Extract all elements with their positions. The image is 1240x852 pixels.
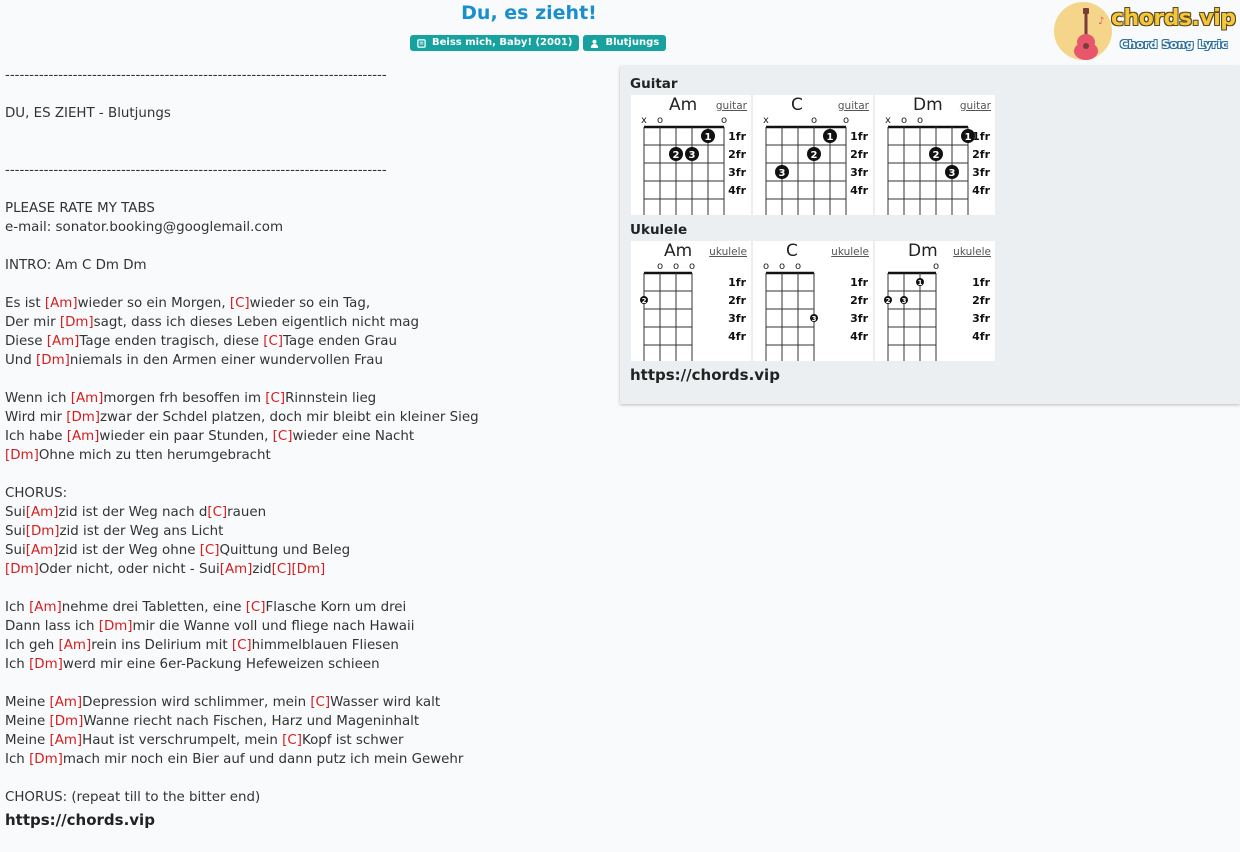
lyric-line [5,731,605,750]
lyric-text: Meine [5,714,50,729]
instrument-link[interactable]: guitar [837,100,869,112]
lyric-line [5,465,605,484]
chord-token[interactable]: [C] [231,638,252,653]
finger-number: 3 [778,168,786,179]
lyric-line [5,104,605,123]
finger-number: 3 [811,315,817,323]
finger-number: 2 [885,297,891,305]
lyric-line [5,427,605,446]
string-mark: o [778,261,786,272]
lyric-line [5,332,605,351]
chord-token[interactable]: [C] [282,733,302,748]
fret-label: 3fr [850,312,868,325]
fret-label: 3fr [728,166,746,179]
lyric-text: wieder so ein Morgen, [77,296,230,311]
chord-name: Am [664,241,693,261]
chord-token[interactable]: [C] [245,600,266,615]
lyric-text: rein ins Delirium mit [91,638,232,653]
lyric-line [5,560,605,579]
lyric-text: CHORUS: (repeat till to the bitter end) [5,790,261,805]
fretboard [753,95,873,215]
lyric-text: wieder so ein Tag, [249,296,371,311]
chord-token[interactable]: [C] [265,391,286,406]
lyric-line [5,503,605,522]
lyric-text: Depression wird schlimmer, mein [82,695,311,710]
lyric-text: wieder eine Nacht [292,429,415,444]
artist-badge-label: Blutjungs [605,37,660,48]
lyric-text: zwar der Schdel platzen, doch mir bleibt ein kleiner Sieg [100,410,479,425]
finger-number: 3 [688,150,696,161]
lyric-line [5,180,605,199]
lyric-text: Kopf ist schwer [301,733,404,748]
lyrics-body [5,66,605,830]
fret-label: 3fr [850,166,868,179]
instrument-link[interactable]: ukulele [831,246,869,258]
chord-token[interactable]: [Dm] [59,315,94,330]
string-mark: o [688,261,696,272]
fret-label: 1fr [850,276,868,289]
chord-name: Am [669,95,698,115]
fret-label: 3fr [728,312,746,325]
lyric-text: e-mail: sonator.booking@googlemail.com [5,220,283,235]
lyric-line [5,237,605,256]
fret-label: 2fr [850,148,868,161]
chord-token[interactable]: [Dm] [29,752,63,767]
lyric-line [5,541,605,560]
lyric-line [5,484,605,503]
chord-token[interactable]: [Dm] [5,562,39,577]
fret-label: 3fr [972,312,990,325]
chord-token[interactable]: [Am] [25,505,59,520]
lyric-text: Rinnstein lieg [285,391,377,406]
chord-token[interactable]: [Dm] [29,657,63,672]
lyric-text: Haut ist verschrumpelt, mein [82,733,283,748]
lyric-text: Wird mir [5,410,67,425]
lyric-line [5,579,605,598]
chord-diagram-dm[interactable] [875,241,995,361]
string-mark: x [885,115,891,126]
chord-diagram-dm[interactable] [875,95,995,215]
lyric-text: niemals in den Armen einer wundervollen Frau [69,353,383,368]
fret-label: 3fr [972,166,990,179]
lyric-text: Es ist [5,296,45,311]
lyric-line [5,674,605,693]
chord-token[interactable]: [Am] [70,391,104,406]
lyric-text: ------------------------------------------------------------------------------- [5,68,387,83]
lyric-text: INTRO: Am C Dm Dm [5,258,147,273]
fret-label: 2fr [850,294,868,307]
finger-number: 2 [672,150,680,161]
lyric-line [5,199,605,218]
finger-number: 3 [901,297,907,305]
chord-token[interactable]: [Am] [44,296,78,311]
chord-diagram-am[interactable] [631,241,751,361]
lyric-text: nehme drei Tabletten, eine [61,600,246,615]
string-mark: o [720,115,728,126]
lyric-text: Wanne riecht nach Fischen, Harz und Mageninhalt [83,714,420,729]
lyric-line [5,218,605,237]
lyric-text: Ich [5,600,30,615]
user-icon [590,39,599,48]
fret-label: 4fr [972,330,990,343]
fret-label: 1fr [728,130,746,143]
fret-label: 4fr [850,330,868,343]
logo-wordmark: chords.vip [1111,6,1236,31]
chord-token[interactable]: [C] [199,543,220,558]
chord-diagram-c[interactable] [753,95,873,215]
lyric-text: Meine [5,733,50,748]
string-mark: o [656,261,664,272]
lyric-line [5,66,605,85]
fret-label: 4fr [972,184,990,197]
chord-token[interactable]: [Am] [25,543,59,558]
chord-name: C [786,241,798,261]
string-mark: o [842,115,850,126]
lyric-line [5,351,605,370]
lyric-text: Der mir [5,315,60,330]
lyric-text: DU, ES ZIEHT - Blutjungs [5,106,171,121]
guitar-section-title: Guitar [630,76,678,92]
lyric-text: Ich geh [5,638,59,653]
lyric-line [5,370,605,389]
fret-label: 4fr [850,184,868,197]
lyric-line [5,712,605,731]
lyric-text: mir die Wanne voll und fliege nach Hawaii [132,619,415,634]
chord-name: Dm [913,95,943,115]
string-mark: o [916,115,924,126]
chord-token[interactable]: [C] [263,334,284,349]
fret-label: 2fr [972,294,990,307]
string-mark: o [900,115,908,126]
chord-token[interactable]: [Am] [49,733,83,748]
lyric-text: Sui [5,543,26,558]
lyric-line [5,85,605,104]
string-mark: o [656,115,664,126]
fretboard [753,241,873,361]
lyric-line [5,294,605,313]
lyric-line [5,598,605,617]
chord-token[interactable]: [C] [229,296,250,311]
lyric-line [5,769,605,788]
fret-label: 2fr [972,148,990,161]
string-mark: o [810,115,818,126]
chord-token[interactable]: [Dm] [36,353,70,368]
chord-token[interactable]: [Dm] [66,410,101,425]
artist-badge[interactable] [583,35,666,51]
lyric-text: zid [252,562,272,577]
chord-token[interactable]: [Dm] [98,619,133,634]
chord-token[interactable]: [Am] [46,334,80,349]
finger-number: 1 [704,132,712,143]
chord-token[interactable]: [C] [207,505,228,520]
lyric-text: Tage enden tragisch, diese [79,334,264,349]
instrument-link[interactable]: guitar [959,100,991,112]
lyric-line [5,161,605,180]
chord-token[interactable]: [Dm] [5,448,39,463]
lyric-line [5,617,605,636]
chord-token[interactable]: [C] [310,695,331,710]
finger-number: 1 [826,132,834,143]
lyric-line [5,522,605,541]
string-mark: x [641,115,647,126]
lyric-line [5,788,605,807]
song-badges [410,35,666,51]
ukulele-section-title: Ukulele [630,222,688,238]
lyric-text: Wasser wird kalt [330,695,441,710]
chord-token[interactable]: [Dm] [291,562,326,577]
chord-token[interactable]: [Am] [219,562,253,577]
lyric-text: mach mir noch ein Bier auf und dann putz ich mein Gewehr [62,752,464,767]
lyric-text: werd mir eine 6er-Packung Hefeweizen schieen [62,657,380,672]
chord-diagram-am[interactable] [631,95,751,215]
lyric-line [5,275,605,294]
string-mark: o [794,261,802,272]
site-logo[interactable] [1054,2,1236,64]
lyric-line [5,750,605,769]
lyric-text: Und [5,353,37,368]
chord-token[interactable]: [Am] [49,695,83,710]
chord-name: Dm [908,241,938,261]
chord-token[interactable]: [Dm] [49,714,84,729]
lyric-text: morgen frh besoffen im [103,391,266,406]
lyric-text: Wenn ich [5,391,71,406]
lyric-line [5,389,605,408]
chord-name: C [791,95,803,115]
chord-panel-link[interactable]: https://chords.vip [630,366,780,384]
guitar-logo-icon [1062,6,1112,62]
fret-label: 1fr [728,276,746,289]
lyric-text: Ohne mich zu tten herumgebracht [38,448,271,463]
fret-label: 4fr [728,184,746,197]
lyric-line [5,693,605,712]
chord-token[interactable]: [Dm] [25,524,60,539]
fret-label: 1fr [972,276,990,289]
album-badge[interactable] [410,35,579,51]
string-mark: o [672,261,680,272]
fret-label: 4fr [728,330,746,343]
lyric-text: Ich [5,752,30,767]
chord-token[interactable]: [C] [271,562,292,577]
finger-number: 2 [641,297,647,305]
finger-number: 3 [948,168,956,179]
lyric-text: Flasche Korn um drei [265,600,407,615]
lyric-text: Ich habe [5,429,67,444]
lyric-text: zid ist der Weg ans Licht [59,524,224,539]
lyric-text: Dann lass ich [5,619,99,634]
lyric-line [5,313,605,332]
lyric-text: zid ist der Weg nach d [58,505,208,520]
logo-tagline: Chord Song Lyric [1120,38,1228,51]
fret-label: 2fr [728,294,746,307]
lyric-text: himmelblauen Fliesen [251,638,399,653]
lyric-text: wieder ein paar Stunden, [99,429,273,444]
string-mark: o [932,261,940,272]
lyric-line [5,123,605,142]
lyric-text: PLEASE RATE MY TABS [5,201,155,216]
fret-label: 1fr [972,130,990,143]
lyric-line [5,636,605,655]
lyric-text: Ich [5,657,30,672]
string-mark: x [763,115,769,126]
chord-token[interactable]: [Am] [58,638,92,653]
lyric-text: sagt, dass ich dieses Leben eigentlich nicht mag [93,315,419,330]
finger-number: 1 [964,132,972,143]
book-icon [417,39,426,48]
instrument-link[interactable]: ukulele [709,246,747,258]
finger-number: 1 [917,279,923,287]
lyric-text: zid ist der Weg ohne [58,543,200,558]
lyric-text: Diese [5,334,47,349]
instrument-link[interactable]: ukulele [953,246,991,258]
lyric-text: CHORUS: [5,486,68,501]
lyric-line [5,446,605,465]
lyric-text: Sui [5,505,26,520]
string-mark: o [762,261,770,272]
lyric-line [5,256,605,275]
chord-token[interactable]: [C] [272,429,293,444]
lyric-text: Meine [5,695,50,710]
chord-diagrams-panel [620,66,1240,404]
chord-diagram-c[interactable] [753,241,873,361]
chord-token[interactable]: [Am] [29,600,62,615]
fret-label: 1fr [850,130,868,143]
instrument-link[interactable]: guitar [715,100,747,112]
lyric-text: Oder nicht, oder nicht - Sui [38,562,220,577]
lyric-text: rauen [227,505,267,520]
lyric-text: Sui [5,524,26,539]
lyrics-footer-link[interactable]: https://chords.vip [5,811,155,829]
song-title: Du, es zieht! [461,2,597,24]
album-badge-label: Beiss mich, Baby! (2001) [432,37,573,48]
lyric-text: Quittung und Beleg [219,543,351,558]
fret-label: 2fr [728,148,746,161]
svg-text:♪: ♪ [1098,16,1105,27]
lyric-line [5,142,605,161]
finger-number: 2 [932,150,940,161]
finger-number: 2 [810,150,818,161]
lyric-text: Tage enden Grau [283,334,397,349]
chord-token[interactable]: [Am] [66,429,100,444]
lyric-text: ------------------------------------------------------------------------------- [5,163,387,178]
lyric-line [5,408,605,427]
lyric-line [5,655,605,674]
